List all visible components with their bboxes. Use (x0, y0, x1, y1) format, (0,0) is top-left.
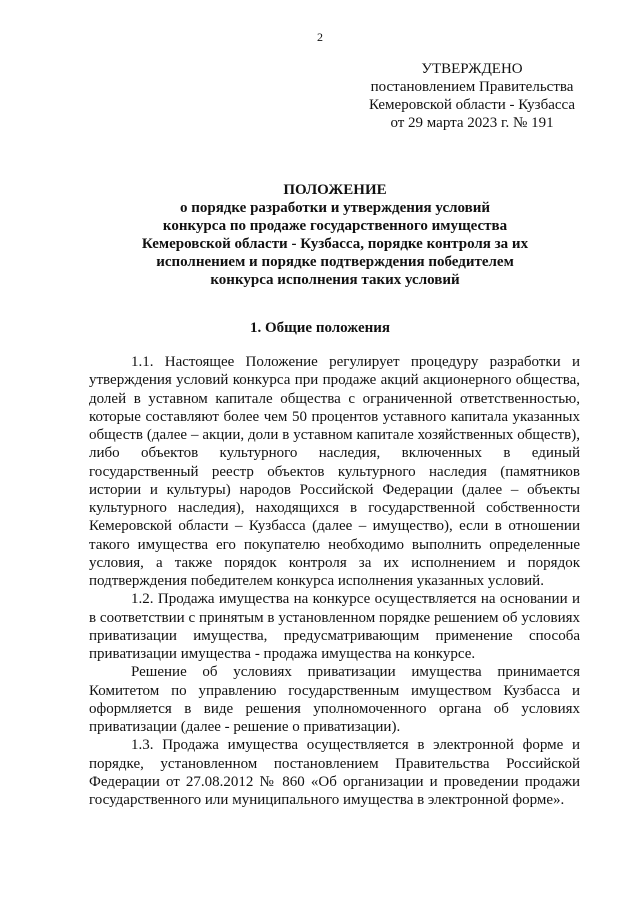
paragraph: 1.3. Продажа имущества осуществляется в электронной форме и порядке, установленном постановлением Правительства Российской Федерации от 27.08.2012 № 860 «Об организации и проведении продажи государственного или муниципального имущества в электронной форме». (89, 737, 580, 808)
approval-block (352, 60, 592, 132)
title-line: о порядке разработки и утверждения условий (179, 200, 491, 216)
approval-line: Кемеровской области - Кузбасса (368, 97, 576, 113)
approval-stamp: УТВЕРЖДЕНО (421, 61, 523, 77)
title-heading: ПОЛОЖЕНИЕ (283, 182, 387, 198)
paragraph: 1.2. Продажа имущества на конкурсе осуществляется на основании и в соответствии с принятым в установленном порядке решением об условиях приватизации имущества, предусматривающим применение способа приватизации имущества - продажа имущества на конкурсе. (89, 591, 580, 662)
document-title (110, 181, 560, 289)
approval-line: постановлением Правительства (370, 79, 574, 95)
title-line: конкурса исполнения таких условий (210, 272, 460, 288)
approval-date-line: от 29 марта 2023 г. № 191 (390, 115, 554, 131)
section-heading: 1. Общие положения (249, 320, 391, 336)
title-line: конкурса по продаже государственного имущества (162, 218, 508, 234)
title-line: Кемеровской области - Кузбасса, порядке контроля за их (141, 236, 529, 252)
document-body (89, 353, 580, 809)
page-number: 2 (317, 30, 323, 44)
paragraph: 1.1. Настоящее Положение регулирует процедуру разработки и утверждения условий конкурса при продаже акций акционерного общества, долей в уставном капитале общества с ограниченной ответственностью, которые составляют более чем 50 процентов уставного капитала указанных обществ (далее – акции, доли в уставном капитале хозяйственных обществ), либо объектов культурного наследия, включенных в единый государственный реестр объектов культурного наследия (памятников истории и культуры) народов Российской Федерации (далее – объекты культурного наследия), находящихся в государственной собственности Кемеровской области – Кузбасса (далее – имущество), если в отношении такого имущества его покупателю необходимо выполнить определенные условия, а также порядок контроля за их исполнением и порядок подтверждения победителем конкурса исполнения указанных условий. (89, 354, 580, 589)
title-line: исполнением и порядке подтверждения победителем (156, 254, 514, 270)
paragraph: Решение об условиях приватизации имущества принимается Комитетом по управлению государственным имуществом Кузбасса и оформляется в виде решения уполномоченного органа об условиях приватизации (далее - решение о приватизации). (89, 664, 580, 735)
